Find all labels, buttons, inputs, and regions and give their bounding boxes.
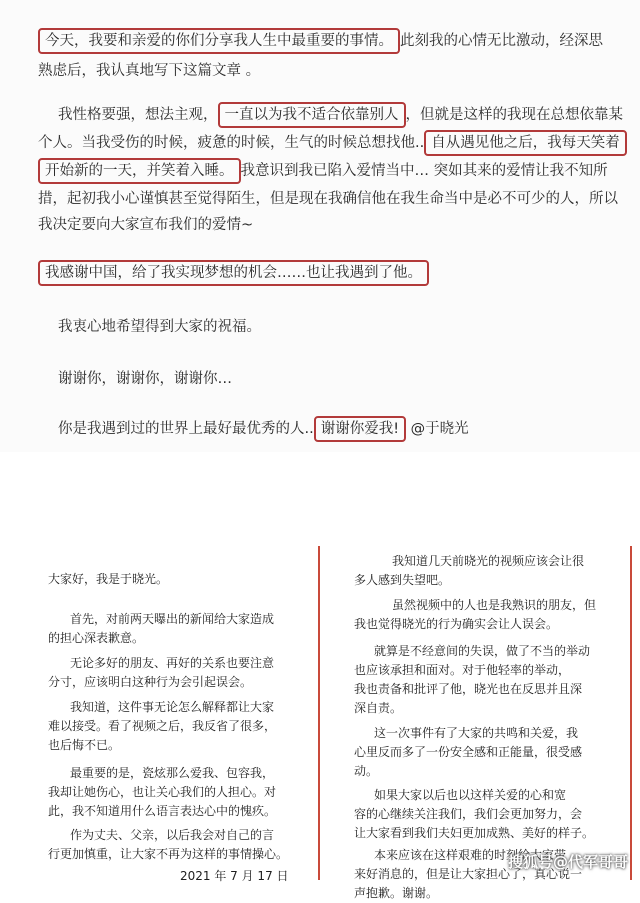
letter-line: 分寸，应该明白这种行为会引起误会。 [48,675,253,689]
post-line: 我衷心地希望得到大家的祝福。 [58,319,261,335]
letter-line: 行更加慎重，让大家不再为这样的事情操心。 [48,847,289,861]
letter-date: 2021 年 7 月 17 日 [180,869,289,883]
post-text: 我意识到我已陷入爱情当中… 突如其来的爱情让我不知所 [240,163,608,179]
letter-line: 也应该承担和面对。对于他轻率的举动， [354,663,571,677]
letter-line: 容的心继续关注我们，我们会更加努力，会 [354,807,583,821]
letter-line: 我却让她伤心，也让关心我们的人担心。对 [48,785,277,799]
letter-line: 大家好，我是于晓光。 [48,572,169,586]
letter-line: 的担心深表歉意。 [48,631,145,645]
letter-line: 本来应该在这样艰难的时刻给大家带 [374,848,567,862]
letter-line: 如果大家以后也以这样关爱的心和宽 [374,788,567,802]
post-text: 此刻我的心情无比激动，经深思 [400,33,603,49]
post-text: 我性格要强，想法主观， [58,107,218,123]
letter-line: 我知道，这件事无论怎么解释都让大家 [70,700,275,714]
post-text: 你是我遇到过的世界上最好最优秀的人.. [58,421,314,437]
letter-line: 无论多好的朋友、再好的关系也要注意 [70,656,275,670]
letter-line: 来好消息的，但是让大家担心了，真心说一 [354,867,583,881]
post-line [38,262,429,284]
letter-line: 我知道几天前晓光的视频应该会让很 [392,554,585,568]
letter-line: 声抱歉。谢谢。 [354,886,439,900]
letter-line: 我也觉得晓光的行为确实会让人误会。 [354,617,559,631]
letter-line: 这一次事件有了大家的共鸣和关爱，我 [374,726,579,740]
letter-left-column [30,540,312,883]
post-line [58,104,623,126]
watermark: 搜狐号@代军哥哥 [507,853,628,871]
letter-line: 我也责备和批评了他，晓光也在反思并且深 [354,682,583,696]
letter-right-column [332,540,622,900]
column-rule [318,546,320,880]
letter-line: 作为丈夫、父亲，以后我会对自己的言 [70,828,275,842]
post-line [58,418,469,440]
letter-line: 首先，对前两天曝出的新闻给大家造成 [70,612,275,626]
letter-line: 难以接受。看了视频之后，我反省了很多， [48,719,277,733]
letter-line: 此，我不知道用什么语言表达心中的愧疚。 [48,804,277,818]
post-text: 个人。当我受伤的时候，疲惫的时候，生气的时候总想找他.. [38,135,425,151]
post-line: 措，起初我小心谨慎甚至觉得陌生，但是现在我确信他在我生命当中是必不可少的人，所以 [38,191,618,207]
post-line [38,160,608,182]
letter-line: 多人感到失望吧。 [354,573,451,587]
letter-line: 也后悔不已。 [48,738,121,752]
post-line [38,30,603,52]
post-author: @于晓光 [406,421,469,437]
letter-line: 让大家看到我们夫妇更加成熟、美好的样子。 [354,826,595,840]
highlight-box: 我感谢中国，给了我实现梦想的机会……也让我遇到了他。 [38,260,429,286]
letter-line: 动。 [354,764,379,778]
highlight-box: 一直以为我不适合依靠别人 [218,102,406,128]
highlight-box: 自从遇见他之后，我每天笑着 [424,130,627,156]
post-line: 我决定要向大家宣布我们的爱情~ [38,217,254,233]
highlight-box: 谢谢你爱我! [314,416,406,442]
highlight-box: 今天，我要和亲爱的你们分享我人生中最重要的事情。 [38,28,400,54]
divider-band [0,452,640,540]
letter-line: 就算是不经意间的失误，做了不当的举动 [374,644,591,658]
highlight-box: 开始新的一天，并笑着入睡。 [38,158,241,184]
post-text: ，但就是这样的我现在总想依靠某 [405,107,623,123]
letter-line: 虽然视频中的人也是我熟识的朋友，但 [392,598,597,612]
letter-line: 最重要的是，瓷炫那么爱我、包容我， [70,766,275,780]
post-line [38,132,627,154]
letter-line: 心里反而多了一份安全感和正能量，很受感 [354,745,583,759]
post-line: 谢谢你，谢谢你，谢谢你… [58,371,232,387]
post-line: 熟虑后，我认真地写下这篇文章 。 [38,63,261,79]
letter-line: 深自责。 [354,701,403,715]
